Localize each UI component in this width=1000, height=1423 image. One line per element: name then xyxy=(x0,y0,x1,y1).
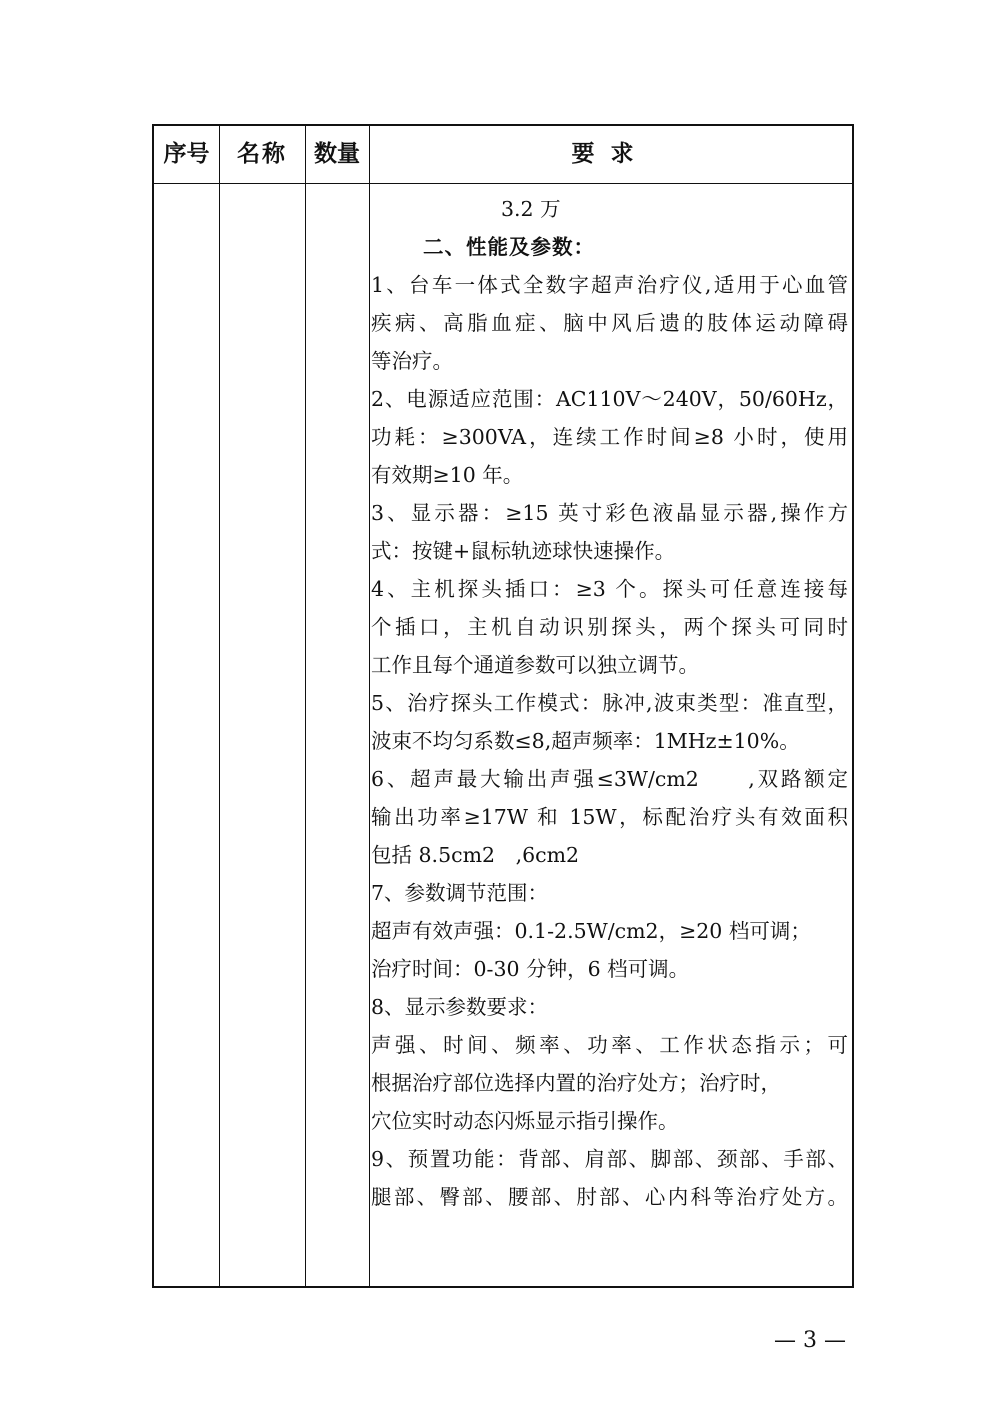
requirement-line: 疾病、高脂血症、脑中风后遗的肢体运动障碍 xyxy=(371,311,848,335)
requirement-line: 6、超声最大输出声强≤3W/cm2 ,双路额定 xyxy=(371,767,848,791)
requirement-line: 9、预置功能：背部、肩部、脚部、颈部、手部、 xyxy=(371,1147,848,1171)
requirement-line: 穴位实时动态闪烁显示指引操作。 xyxy=(371,1109,679,1133)
requirements-text xyxy=(371,190,848,1216)
requirement-line: 超声有效声强：0.1-2.5W/cm2，≥20 档可调； xyxy=(371,919,811,943)
header-requirements: 要求 xyxy=(571,141,650,167)
requirement-line: 4、主机探头插口：≥3 个。探头可任意连接每 xyxy=(371,577,848,601)
requirement-line: 工作且每个通道参数可以独立调节。 xyxy=(371,653,699,677)
requirement-line: 3.2 万 xyxy=(501,197,561,221)
requirement-line: 包括 8.5cm2 ,6cm2 xyxy=(371,843,580,867)
requirement-line: 根据治疗部位选择内置的治疗处方；治疗时， xyxy=(371,1071,781,1095)
column-divider xyxy=(305,126,306,1286)
requirements-table xyxy=(152,124,854,1288)
page-number: — 3 — xyxy=(774,1328,846,1353)
requirement-line: 式：按键+鼠标轨迹球快速操作。 xyxy=(371,539,676,563)
requirement-line: 8、显示参数要求： xyxy=(371,995,549,1019)
header-divider xyxy=(154,183,852,184)
requirement-line: 2、电源适应范围：AC110V～240V，50/60Hz， xyxy=(371,387,848,411)
requirement-line: 功耗：≥300VA，连续工作时间≥8 小时，使用 xyxy=(371,425,848,449)
requirement-line: 腿部、臀部、腰部、肘部、心内科等治疗处方。 xyxy=(371,1185,848,1209)
header-quantity: 数量 xyxy=(314,141,360,167)
requirement-line: 7、参数调节范围： xyxy=(371,881,549,905)
requirement-line: 声强、时间、频率、功率、工作状态指示；可 xyxy=(371,1033,848,1057)
requirement-line: 个插口，主机自动识别探头，两个探头可同时 xyxy=(371,615,848,639)
requirement-section-title: 二、性能及参数： xyxy=(423,235,595,259)
requirement-line: 5、治疗探头工作模式：脉冲,波束类型：准直型， xyxy=(371,691,848,715)
requirement-line: 有效期≥10 年。 xyxy=(371,463,524,487)
requirement-line: 输出功率≥17W 和 15W，标配治疗头有效面积 xyxy=(371,805,848,829)
column-divider xyxy=(369,126,370,1286)
header-name: 名称 xyxy=(237,141,287,167)
requirement-line: 等治疗。 xyxy=(371,349,453,373)
requirement-line: 治疗时间：0-30 分钟，6 档可调。 xyxy=(371,957,690,981)
requirement-line: 3、显示器：≥15 英寸彩色液晶显示器,操作方 xyxy=(371,501,848,525)
column-divider xyxy=(219,126,220,1286)
requirement-line: 波束不均匀系数≤8,超声频率：1MHz±10%。 xyxy=(371,729,800,753)
requirement-line: 1、台车一体式全数字超声治疗仪,适用于心血管 xyxy=(371,273,848,297)
header-index: 序号 xyxy=(163,141,210,167)
